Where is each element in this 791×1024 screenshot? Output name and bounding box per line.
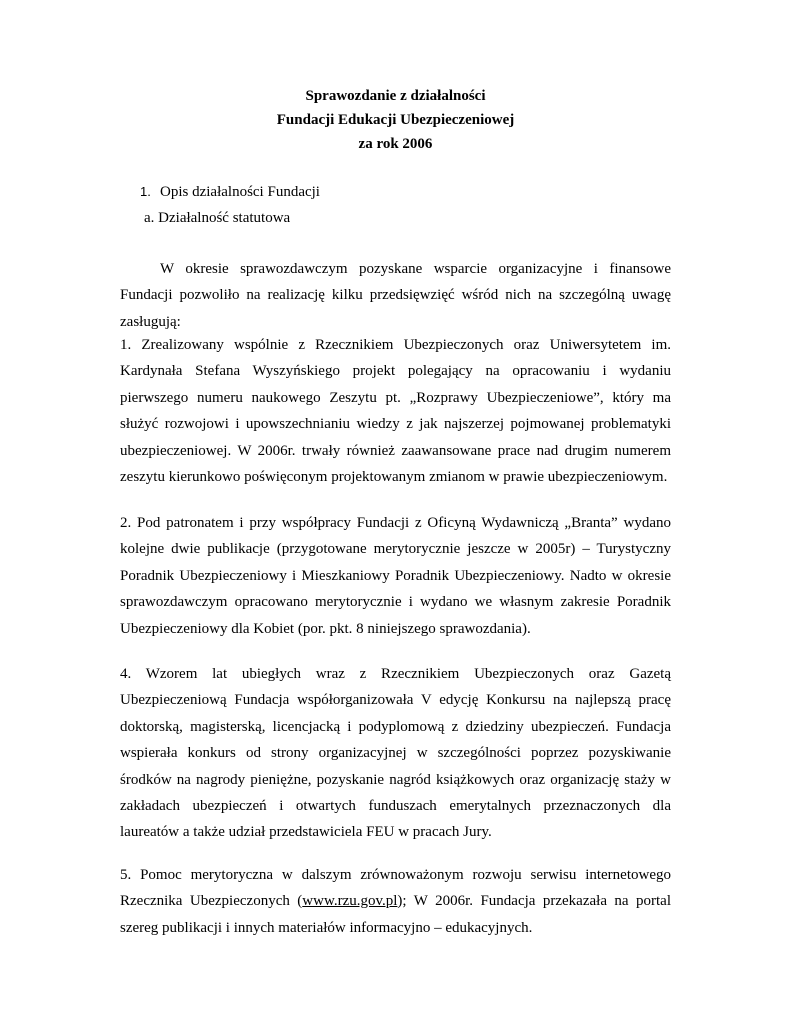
section-heading-text: Opis działalności Fundacji [160, 184, 320, 200]
section-subheading: a. Działalność statutowa [144, 210, 291, 226]
document-title-line-3: za rok 2006 [358, 136, 433, 152]
paragraph-item-5-text-b: ); W 2006r. Fundacja przekazała na portal szereg publikacji i innych materiałów informacyjno – edukacyjnych. [120, 893, 672, 936]
paragraph-item-1: 1. Zrealizowany wspólnie z Rzecznikiem Ubezpieczonych oraz Uniwersytetem im. Kardynała Stefana Wyszyńskiego projekt polegający na opracowaniu i wydaniu pierwszego numeru naukowego Zeszytu pt. „Rozprawy Ubezpieczeniowe”, który ma służyć rozwojowi i upowszechnianiu wiedzy z jak najszerzej pojmowanej problematyki ubezpieczeniowej. W 2006r. trwały również zaawansowane prace nad drugim numerem zeszytu kierunkowo poświęconym projektowanym zmianom w prawie ubezpieczeniowym. [120, 337, 671, 486]
section-heading [140, 180, 320, 204]
document-title-line-2: Fundacji Edukacji Ubezpieczeniowej [276, 112, 515, 128]
intro-paragraph: W okresie sprawozdawczym pozyskane wsparcie organizacyjne i finansowe Fundacji pozwoliło na realizację kilku przedsięwzięć wśród nich na szczególną uwagę zasługują: [120, 261, 671, 330]
paragraph-item-2: 2. Pod patronatem i przy współpracy Fundacji z Oficyną Wydawniczą „Branta” wydano kolejne dwie publikacje (przygotowane merytorycznie jeszcze w 2005r) – Turystyczny Poradnik Ubezpieczeniowy i Mieszkaniowy Poradnik Ubezpieczeniowy. Nadto w okresie sprawozdawczym opracowano merytorycznie i wydano we własnym zakresie Poradnik Ubezpieczeniowy dla Kobiet (por. pkt. 8 niniejszego sprawozdania). [120, 515, 671, 637]
section-number: 1. [140, 184, 151, 199]
paragraph-item-5-text-a: 5. Pomoc merytoryczna w dalszym zrównoważonym rozwoju serwisu internetowego Rzecznika Ubezpieczonych ( [120, 867, 671, 910]
document-title-line-1: Sprawozdanie z działalności [305, 88, 486, 104]
paragraph-item-4: 4. Wzorem lat ubiegłych wraz z Rzecznikiem Ubezpieczonych oraz Gazetą Ubezpieczeniową Fundacja współorganizowała V edycję Konkursu na najlepszą pracę doktorską, magisterską, licencjacką i podyplomową z dziedziny ubezpieczeń. Fundacja wspierała konkurs od strony organizacyjnej w szczególności poprzez pozyskiwanie środków na nagrody pieniężne, pozyskanie nagród książkowych oraz organizację staży w zakładach ubezpieczeń i otwartych funduszach emerytalnych przeznaczonych dla laureatów a także udział przedstawiciela FEU w pracach Jury. [120, 666, 671, 841]
paragraph-item-5 [120, 862, 671, 941]
website-link[interactable]: www.rzu.gov.pl [302, 893, 398, 910]
